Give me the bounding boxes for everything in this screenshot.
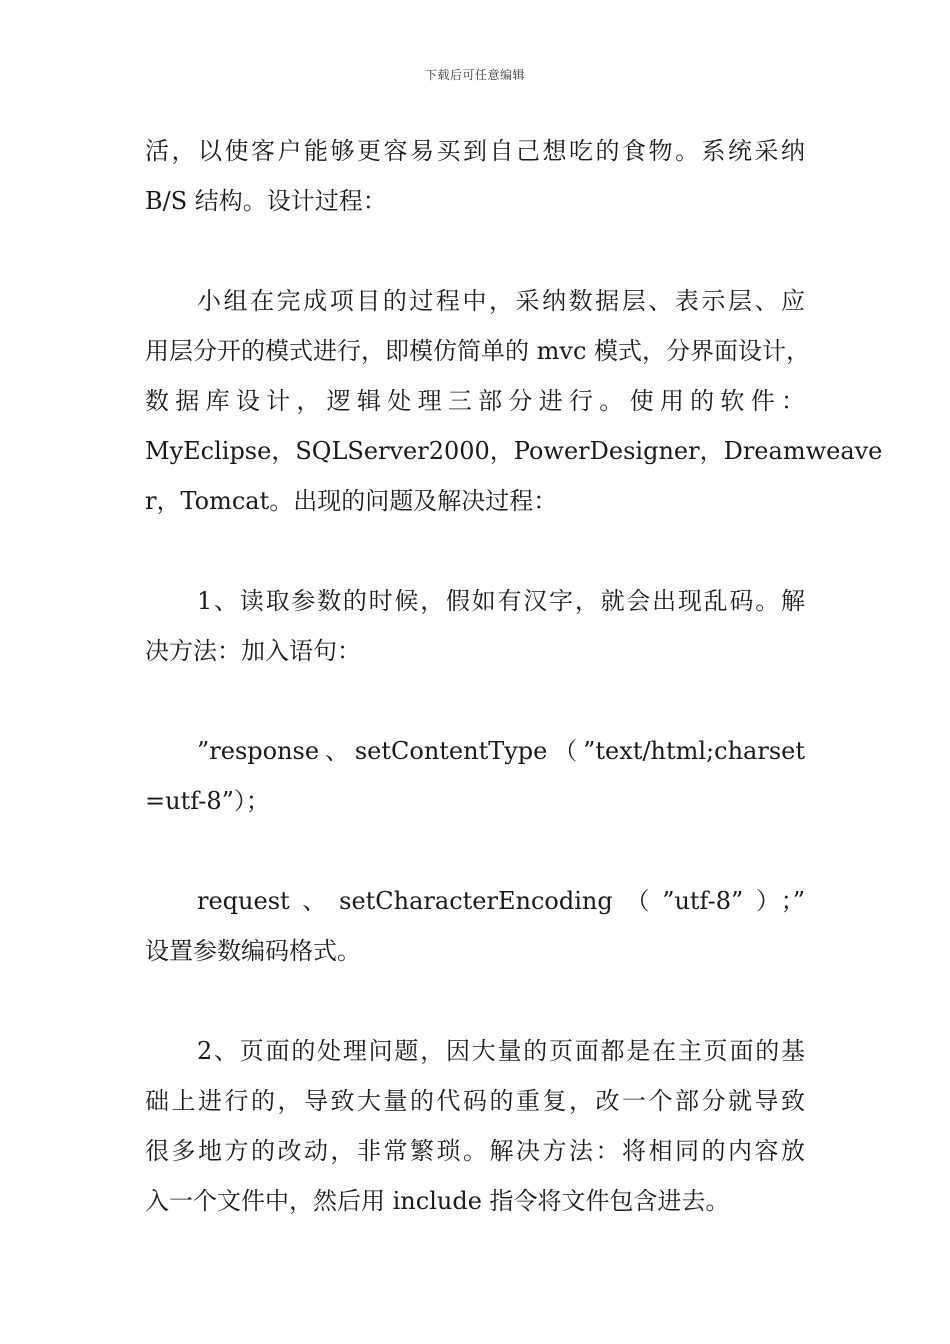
text-line: 小组在完成项目的过程中，采纳数据层、表示层、应 [197,287,805,315]
text-line: 数据库设计，逻辑处理三部分进行。使用的软件： [145,387,805,415]
paragraph-gap [145,826,805,876]
text-line: 设置参数编码格式。 [145,937,361,965]
paragraph-gap [145,226,805,276]
text-line: 用层分开的模式进行，即模仿简单的 mvc 模式，分界面设计， [145,337,811,365]
code-line: ”response、setContentType（”text/html;charset [197,737,805,765]
paragraph-gap [145,976,805,1026]
document-body [145,126,883,1226]
paragraph-gap [145,526,805,576]
text-line: B/S 结构。设计过程： [145,187,387,215]
text-line: 2、页面的处理问题，因大量的页面都是在主页面的基 [197,1037,805,1065]
code-line: =utf-8”）； [145,787,270,815]
text-line: 活，以使客户能够更容易买到自己想吃的食物。系统采纳 [145,137,805,165]
paragraph-gap [145,676,805,726]
text-line: 1、读取参数的时候，假如有汉字，就会出现乱码。解 [197,587,805,615]
page-header: 下载后可任意编辑 [424,68,525,82]
code-line: request、setCharacterEncoding（”utf-8”）；” [197,887,805,915]
text-line: r，Tomcat。出现的问题及解决过程： [145,487,558,515]
text-line: 入一个文件中，然后用 include 指令将文件包含进去。 [145,1187,730,1215]
text-line: MyEclipse，SQLServer2000，PowerDesigner，Dreamweave [145,437,883,465]
text-line: 决方法：加入语句： [145,637,361,665]
text-line: 础上进行的，导致大量的代码的重复，改一个部分就导致 [145,1087,805,1115]
text-line: 很多地方的改动，非常繁琐。解决方法：将相同的内容放 [145,1137,805,1165]
